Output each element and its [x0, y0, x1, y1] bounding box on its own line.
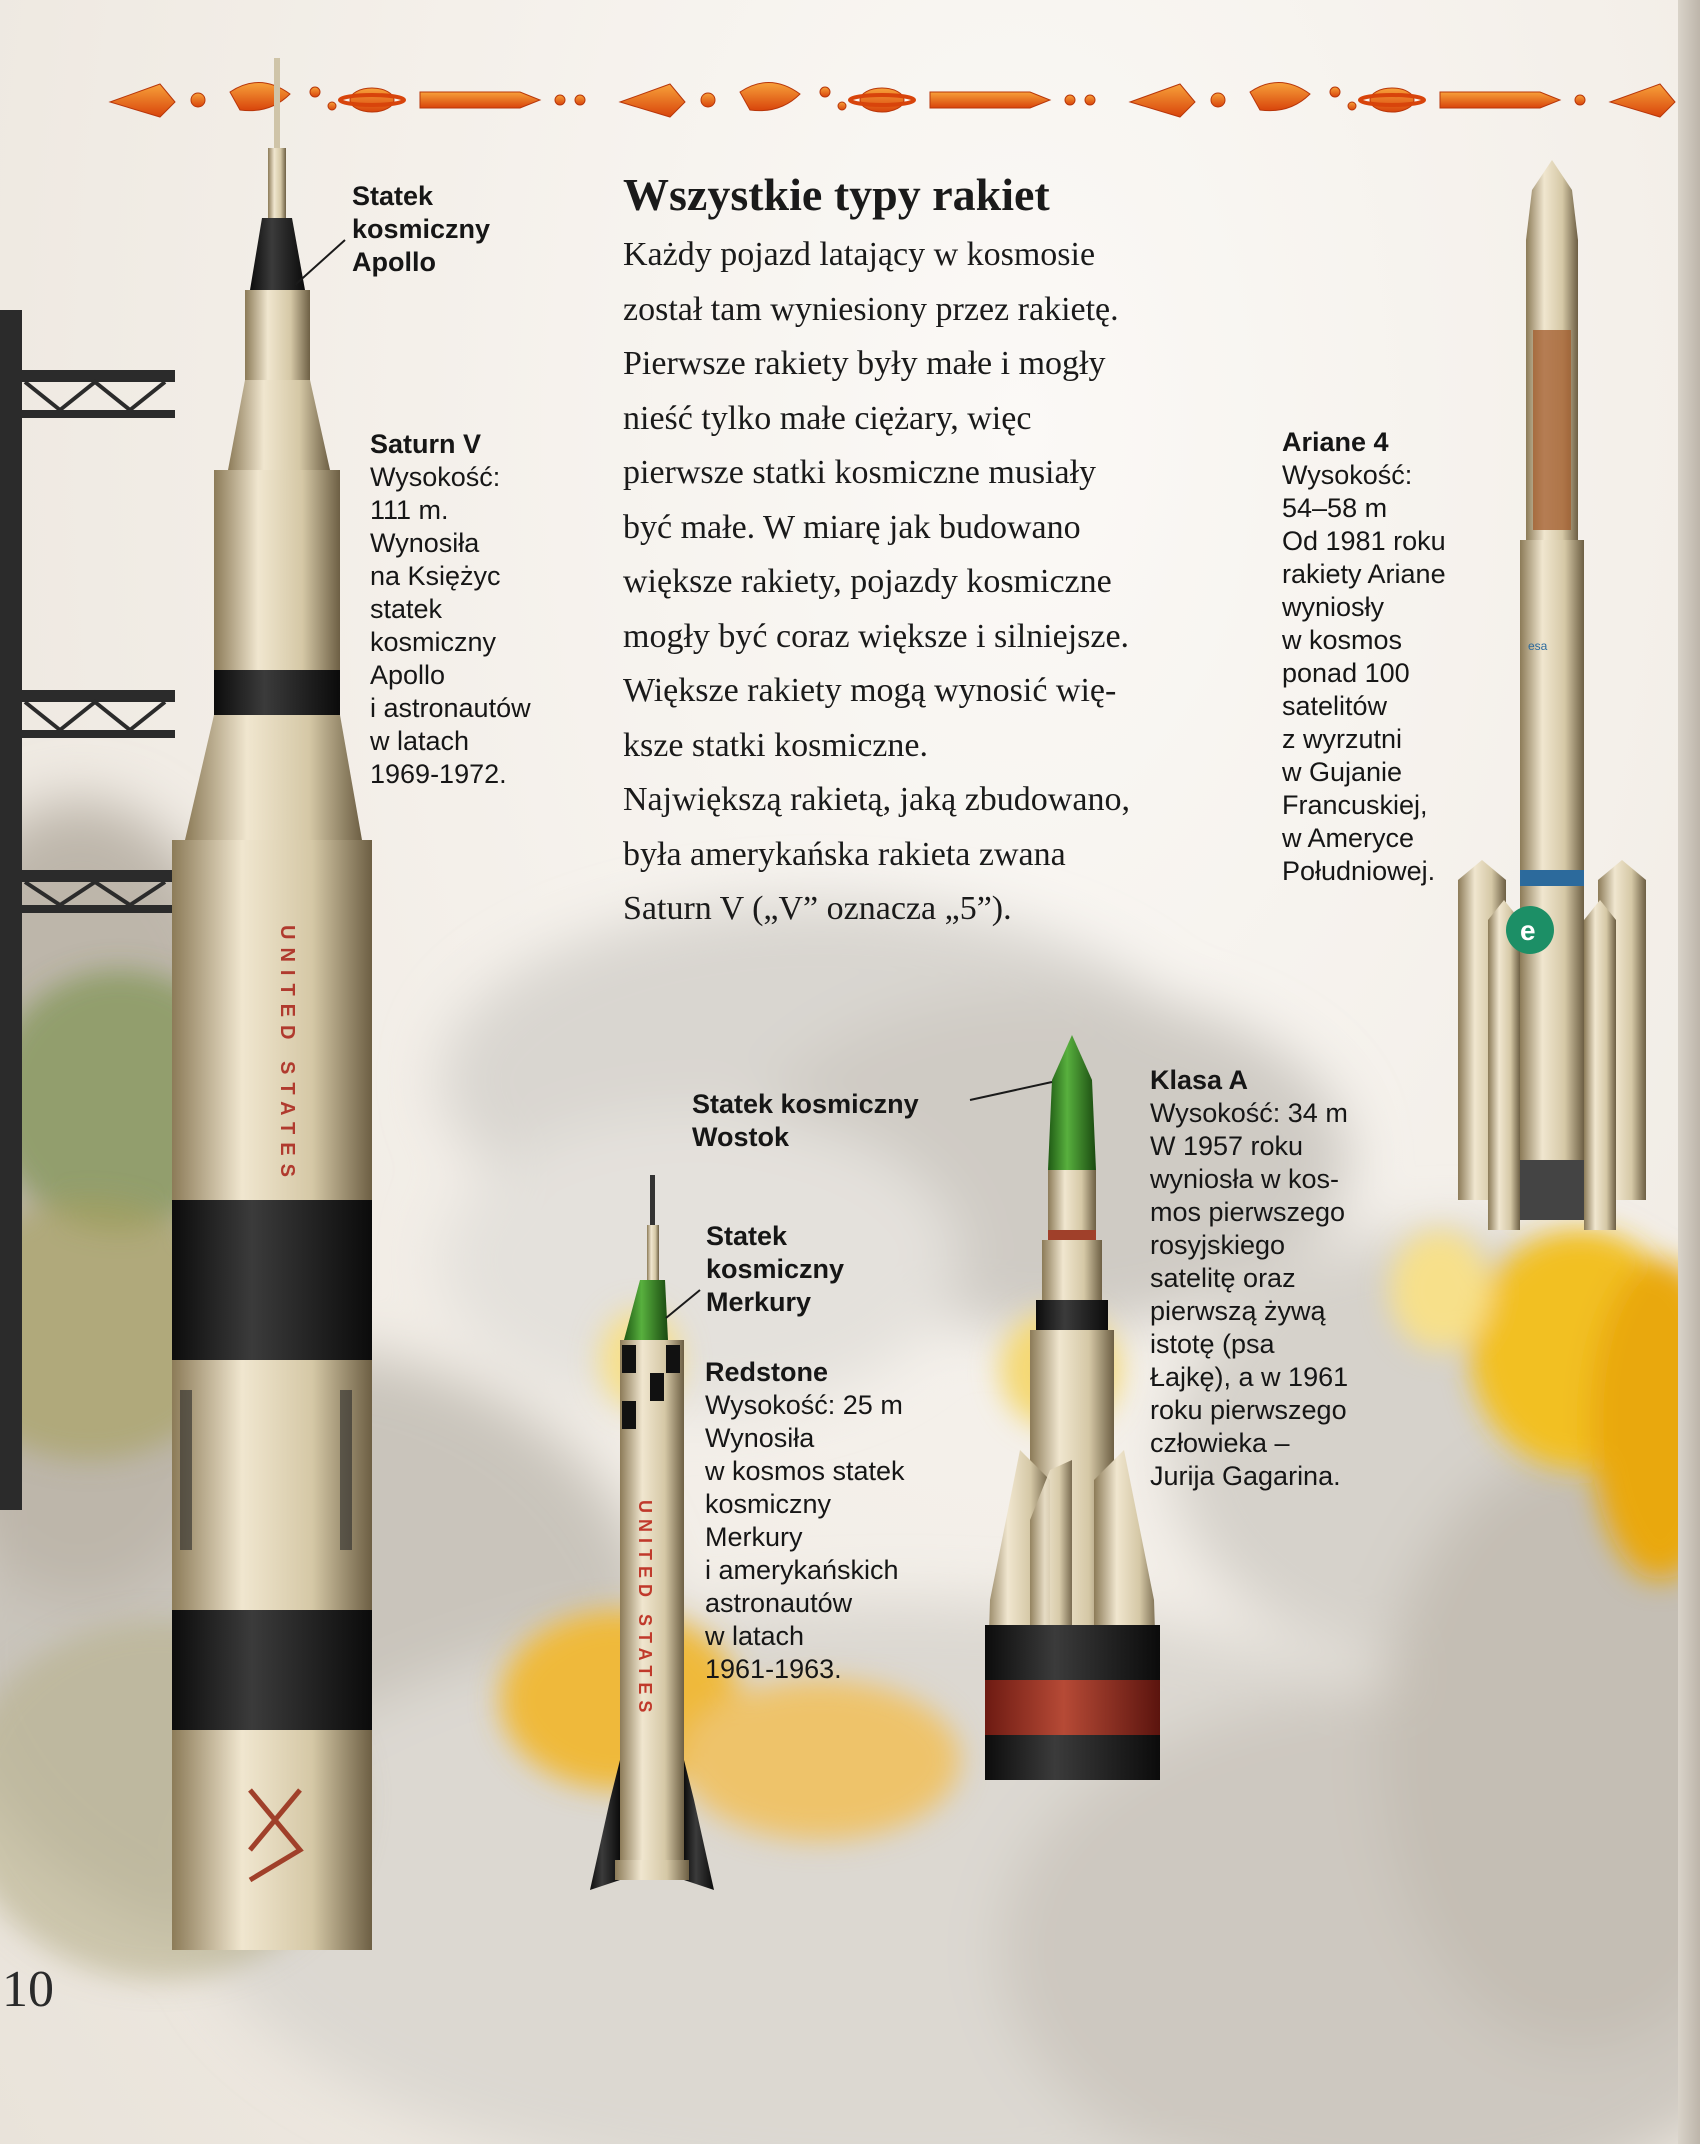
apollo-label [352, 180, 490, 279]
body-line: Pierwsze rakiety były małe i mogły [623, 345, 1106, 382]
caption-line: ponad 100 [1282, 658, 1410, 688]
caption-line: astronautów [705, 1588, 853, 1618]
body-text [623, 228, 1263, 937]
body-line: większe rakiety, pojazdy kosmiczne [623, 563, 1112, 600]
ariane-4-caption [1282, 426, 1446, 888]
caption-line: Wysokość: [1282, 460, 1413, 490]
body-line: Największą rakietą, jaką zbudowano, [623, 781, 1130, 818]
mercury-label-line: kosmiczny [706, 1254, 845, 1284]
redstone-marking-text: UNITED STATES [635, 1500, 655, 1719]
body-line: być małe. W miarę jak budowano [623, 508, 1081, 546]
mercury-label-line: Statek [706, 1221, 788, 1251]
body-line: mogły być coraz większe i silniejsze. [623, 617, 1130, 655]
caption-line: rakiety Ariane [1282, 559, 1446, 589]
caption-line: statek [370, 594, 443, 624]
esa-marking-text: esa [1528, 639, 1548, 653]
ariane-4-rocket [1458, 160, 1646, 1230]
caption-line: Apollo [370, 660, 446, 690]
caption-line: Jurija Gagarina. [1150, 1461, 1341, 1491]
caption-line: Francuskiej, [1282, 790, 1428, 820]
mercury-label [706, 1220, 844, 1319]
caption-line: i astronautów [370, 693, 531, 723]
caption-line: pierwszą żywą [1150, 1296, 1326, 1326]
caption-line: mos pierwszego [1150, 1197, 1346, 1227]
page-title: Wszystkie typy rakiet [623, 169, 1050, 220]
caption-line: rosyjskiego [1150, 1230, 1286, 1260]
caption-line: wyniosła w kos- [1150, 1164, 1340, 1194]
body-line: nieść tylko małe ciężary, więc [623, 399, 1032, 437]
caption-line: człowieka – [1150, 1428, 1290, 1458]
body-line: Saturn V („V” oznacza „5”). [623, 890, 1012, 927]
caption-heading: Klasa A [1150, 1065, 1249, 1095]
caption-line: Wysokość: 25 m [705, 1390, 903, 1420]
caption-line: Merkury [705, 1522, 803, 1552]
saturn-v-caption [370, 428, 531, 791]
body-line: pierwsze statki kosmiczne musiały [623, 454, 1097, 491]
caption-line: satelitów [1282, 691, 1388, 721]
mercury-label-line: Merkury [706, 1287, 812, 1317]
caption-heading: Ariane 4 [1282, 427, 1389, 457]
vostok-label-line: Statek kosmiczny [692, 1089, 919, 1119]
saturn-marking-text: UNITED STATES [276, 925, 298, 1185]
caption-line: wyniosły [1282, 592, 1385, 622]
class-a-caption [1150, 1064, 1348, 1493]
redstone-rocket [590, 1175, 714, 1890]
caption-line: na Księżyc [370, 561, 501, 591]
ariane-logo-text: e [1520, 915, 1536, 946]
caption-line: kosmiczny [370, 627, 497, 657]
caption-line: Łajkę), a w 1961 [1150, 1362, 1349, 1392]
class-a-rocket [985, 1035, 1160, 1780]
caption-line: kosmiczny [705, 1489, 832, 1519]
caption-line: roku pierwszego [1150, 1395, 1347, 1425]
body-line: Większe rakiety mogą wynosić wię- [623, 672, 1117, 709]
caption-line: Południowej. [1282, 856, 1436, 886]
saturn-v-rocket [172, 58, 372, 1950]
caption-line: w kosmos [1282, 625, 1403, 655]
caption-heading: Redstone [705, 1357, 829, 1387]
caption-line: z wyrzutni [1282, 724, 1403, 754]
caption-line: 54–58 m [1282, 493, 1388, 523]
caption-line: satelitę oraz [1150, 1263, 1296, 1293]
caption-line: w latach [705, 1621, 805, 1651]
caption-line: Wynosiła [370, 528, 480, 558]
apollo-label-line: Apollo [352, 247, 436, 277]
caption-line: W 1957 roku [1150, 1131, 1304, 1161]
body-line: była amerykańska rakieta zwana [623, 835, 1066, 873]
caption-line: w Ameryce [1282, 823, 1415, 853]
vostok-label [692, 1088, 919, 1154]
redstone-caption [705, 1356, 905, 1686]
caption-line: istotę (psa [1150, 1329, 1275, 1359]
caption-line: 111 m. [370, 495, 449, 525]
caption-line: Wysokość: 34 m [1150, 1098, 1348, 1128]
apollo-label-line: kosmiczny [352, 214, 491, 244]
caption-line: w latach [370, 726, 470, 756]
caption-line: Od 1981 roku [1282, 526, 1446, 556]
caption-line: w kosmos statek [705, 1456, 905, 1486]
page-edge [1678, 0, 1700, 2144]
caption-line: 1969-1972. [370, 759, 507, 789]
caption-line: 1961-1963. [705, 1654, 842, 1684]
body-line: został tam wyniesiony przez rakietę. [623, 290, 1119, 328]
vostok-label-line: Wostok [692, 1122, 790, 1152]
launch-tower [0, 310, 175, 1510]
caption-line: i amerykańskich [705, 1555, 899, 1585]
apollo-label-line: Statek [352, 181, 434, 211]
body-line: Każdy pojazd latający w kosmosie [623, 236, 1096, 273]
caption-line: Wysokość: [370, 462, 501, 492]
caption-heading: Saturn V [370, 429, 482, 459]
page-number: 10 [2, 1961, 54, 2018]
body-line: ksze statki kosmiczne. [623, 726, 928, 764]
caption-line: Wynosiła [705, 1423, 815, 1453]
caption-line: w Gujanie [1282, 757, 1403, 787]
